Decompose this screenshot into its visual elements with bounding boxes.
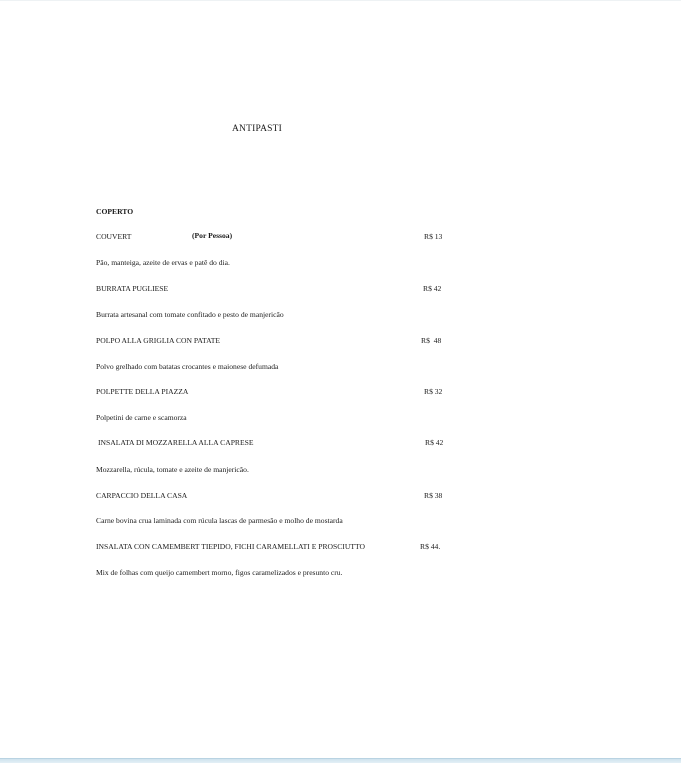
menu-item-price: R$ 44. [420,542,441,551]
menu-item-name: BURRATA PUGLIESE [96,284,169,293]
menu-item-price: R$ 42 [425,438,444,447]
menu-item-description: Polpetini de carne e scamorza [96,413,187,422]
page-title: ANTIPASTI [232,124,283,134]
menu-item-price: R$ 48 [421,336,442,345]
menu-item-price: R$ 32 [424,387,443,396]
page-top-border [0,0,681,1]
section-heading: COPERTO [96,207,134,216]
page-bottom-border [0,758,681,763]
menu-item-price: R$ 38 [424,491,443,500]
menu-item-description: Pão, manteiga, azeite de ervas e patê do dia. [96,258,230,267]
menu-item-name: CARPACCIO DELLA CASA [96,491,188,500]
menu-item-price: R$ 13 [424,232,443,241]
menu-item-name: POLPETTE DELLA PIAZZA [96,387,189,396]
menu-item-description: Carne bovina crua laminada com rúcula lascas de parmesão e molho de mostarda [96,516,343,525]
menu-item-description: Polvo grelhado com batatas crocantes e maionese defumada [96,362,279,371]
couvert-note: (Por Pessoa) [192,231,233,240]
menu-item-name: POLPO ALLA GRIGLIA CON PATATE [96,336,220,345]
menu-item-name: INSALATA DI MOZZARELLA ALLA CAPRESE [98,438,254,447]
menu-item-description: Burrata artesanal com tomate confitado e pesto de manjericão [96,310,284,319]
menu-item-description: Mozzarella, rúcula, tomate e azeite de manjericão. [96,465,249,474]
menu-item-name: INSALATA CON CAMEMBERT TIEPIDO, FICHI CARAMELLATI E PROSCIUTTO [96,542,365,551]
menu-item-price: R$ 42 [423,284,442,293]
menu-item-description: Mix de folhas com queijo camembert morno, figos caramelizados e presunto cru. [96,568,343,577]
menu-item-name: COUVERT [96,232,132,241]
